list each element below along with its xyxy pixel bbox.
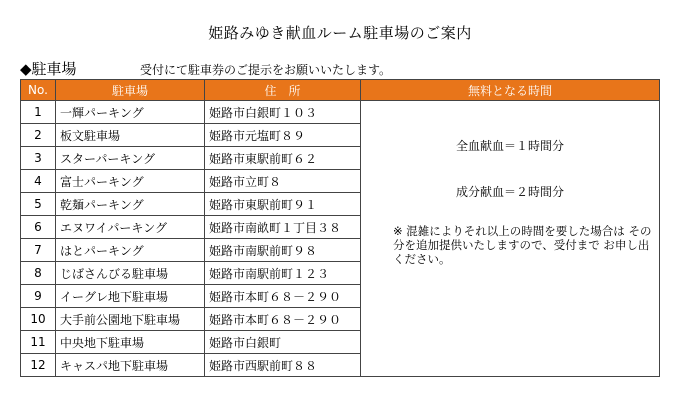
parking-name: 一輝パーキング [56,101,205,124]
row-number: 11 [21,331,56,354]
free-time-cell [361,101,660,377]
parking-name: はとパーキング [56,239,205,262]
parking-name: エヌワイパーキング [56,216,205,239]
parking-address: 姫路市東駅前町９１ [205,193,361,216]
parking-address: 姫路市南駅前町１２３ [205,262,361,285]
row-number: 8 [21,262,56,285]
parking-address: 姫路市本町６８－２９０ [205,285,361,308]
row-number: 9 [21,285,56,308]
parking-address: 姫路市南畝町１丁目３８ [205,216,361,239]
table-body [21,101,660,377]
parking-address: 姫路市元塩町８９ [205,124,361,147]
parking-name: 富士パーキング [56,170,205,193]
row-number: 10 [21,308,56,331]
parking-address: 姫路市本町６８－２９０ [205,308,361,331]
parking-address: 姫路市白銀町１０３ [205,101,361,124]
parking-name: じばさんびる駐車場 [56,262,205,285]
component-free-time: 成分献血＝２時間分 [455,185,564,199]
parking-table [20,79,660,377]
parking-name: 板文駐車場 [56,124,205,147]
parking-name: 乾麺パーキング [56,193,205,216]
column-header-no: No. [21,80,56,101]
row-number: 2 [21,124,56,147]
parking-address: 姫路市立町８ [205,170,361,193]
page-title: 姫路みゆき献血ルーム駐車場のご案内 [208,24,472,42]
parking-address: 姫路市西駅前町８８ [205,354,361,377]
parking-address: 姫路市南駅前町９８ [205,239,361,262]
parking-address: 姫路市白銀町 [205,331,361,354]
row-number: 1 [21,101,56,124]
table-row [21,101,660,124]
parking-name: スターパーキング [56,147,205,170]
whole-blood-free-time: 全血献血＝１時間分 [455,139,564,153]
column-header-address: 住 所 [205,80,361,101]
column-header-free-time: 無料となる時間 [361,80,660,101]
parking-address: 姫路市東駅前町６２ [205,147,361,170]
row-number: 3 [21,147,56,170]
section-heading: ◆駐車場 [20,60,77,78]
parking-name: キャスパ地下駐車場 [56,354,205,377]
parking-name: 大手前公園地下駐車場 [56,308,205,331]
row-number: 7 [21,239,56,262]
section-note: 受付にて駐車券のご提示をお願いいたします。 [140,63,392,77]
row-number: 5 [21,193,56,216]
parking-name: 中央地下駐車場 [56,331,205,354]
column-header-parking: 駐車場 [56,80,205,101]
table-header-row [21,80,660,101]
parking-name: イーグレ地下駐車場 [56,285,205,308]
congestion-note: ※ 混雑によりそれ以上の時間を要した場合は その分を追加提供いたしますので、受付まで お申し出ください。 [393,224,652,266]
row-number: 6 [21,216,56,239]
row-number: 4 [21,170,56,193]
row-number: 12 [21,354,56,377]
